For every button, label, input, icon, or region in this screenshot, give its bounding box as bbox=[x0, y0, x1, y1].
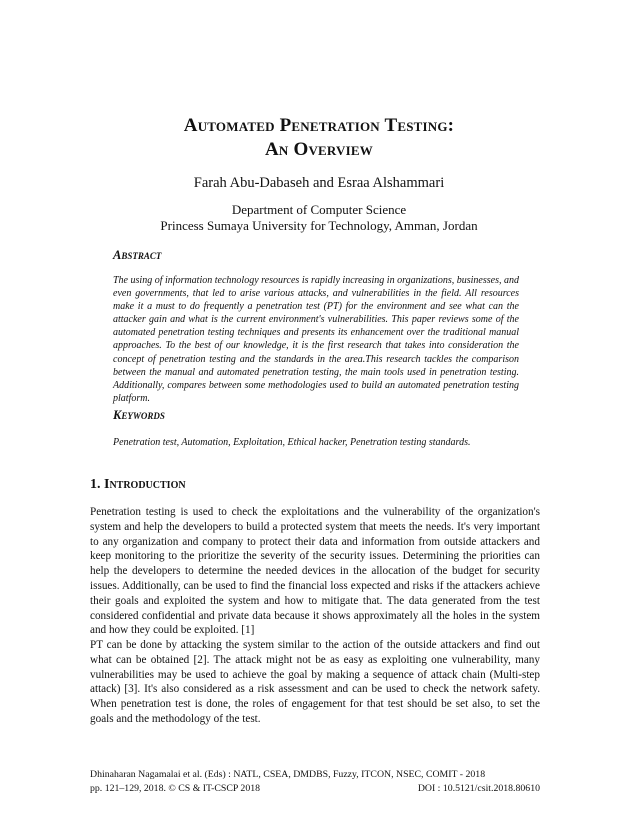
intro-paragraph-2: PT can be done by attacking the system similar to the action of the outside attackers and find out what can be obtained [2]. The attack might not be as easy as exploiting one vulnerability, many vulnerabilities may be used to achieve the goal by making a sequence of attack chain (Multi-step attack) [3]. It's also considered as a risk assessment and can be used to check the network safety. When penetration test is done, the roles of engagement for that test should be set also, to set the goals and the methodology of the test. bbox=[90, 639, 540, 725]
paper-title bbox=[0, 114, 638, 162]
title-line-2: An Overview bbox=[265, 139, 373, 160]
footer-doi: DOI : 10.5121/csit.2018.80610 bbox=[417, 783, 540, 794]
page-footer bbox=[90, 768, 540, 796]
affiliation bbox=[0, 202, 638, 234]
section-heading-introduction: 1. Introduction bbox=[90, 477, 186, 492]
footer-pages-copyright: pp. 121–129, 2018. © CS & IT-CSCP 2018 bbox=[90, 783, 261, 794]
abstract-text: The using of information technology resources is rapidly increasing in organizations, businesses, and even governments, that led to arise various attacks, and vulnerabilities in the field. All resources make it a must to do frequently a penetration test (PT) for the environment and see what can the attacker gain and what is the current environment's vulnerabilities. This paper reviews some of the automated penetration testing techniques and presents its enhancement over the traditional manual approaches. To the best of our knowledge, it is the first research that takes into consideration the concept of penetration testing and the standards in the area.This research tackles the comparison between the manual and automated penetration testing, the main tools used in penetration testing. Additionally, compares between some methodologies used to build an automated penetration testing platform. bbox=[113, 275, 519, 404]
abstract-heading: Abstract bbox=[113, 248, 162, 262]
department: Department of Computer Science bbox=[231, 202, 407, 217]
keywords-text: Penetration test, Automation, Exploitation, Ethical hacker, Penetration testing standards. bbox=[113, 437, 471, 448]
footer-proceedings: Dhinaharan Nagamalai et al. (Eds) : NATL, CSEA, DMDBS, Fuzzy, ITCON, NSEC, COMIT - 2018 bbox=[90, 769, 486, 780]
keywords-heading: Keywords bbox=[113, 408, 165, 422]
university: Princess Sumaya University for Technology, Amman, Jordan bbox=[160, 218, 478, 233]
footer-row bbox=[90, 782, 540, 796]
author-list: Farah Abu-Dabaseh and Esraa Alshammari bbox=[193, 175, 445, 191]
intro-paragraph-1: Penetration testing is used to check the exploitations and the vulnerability of the organization's system and help the developers to build a protected system that meets the needs. It's very important to any organization and company to protect their data and information from outside attackers and keep monitoring to the prioritize the severity of the security issues. Determining the priorities can help the developers to determine the needed devices in the allocation of the budget for security issues. Additionally, can be used to find the financial loss expected and risks if the attackers achieve their goals and exploited the system and how to mitigate that. The data generated from the test considered confidential and private data because it shows approximately all the holes in the system and how they could be exploited. [1] bbox=[90, 506, 540, 637]
title-line-1: Automated Penetration Testing: bbox=[183, 115, 455, 136]
